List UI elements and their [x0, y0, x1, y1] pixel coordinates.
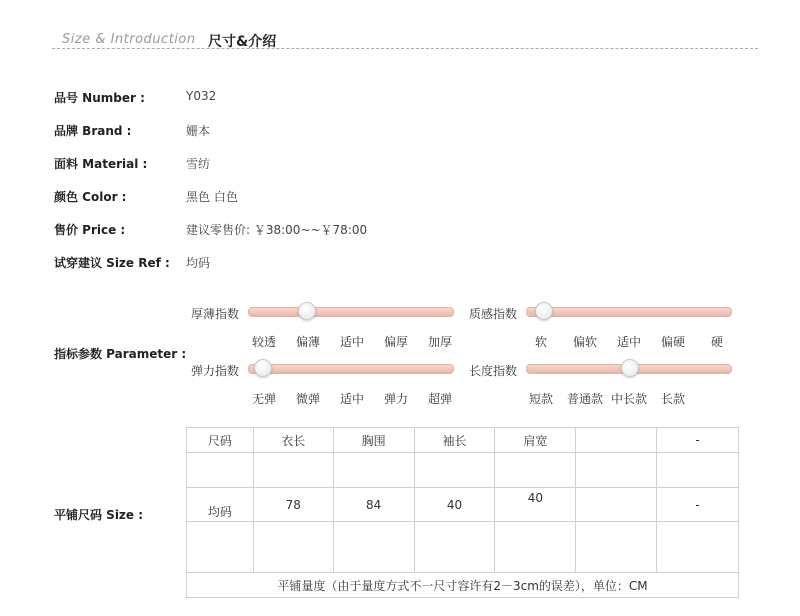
- length-index-label: 长度指数: [469, 364, 518, 378]
- number-value: Y032: [186, 89, 217, 103]
- thickness-index-label: 厚薄指数: [191, 307, 240, 321]
- value-shoulder: 40: [495, 488, 576, 522]
- brand-label: 品牌 Brand :: [54, 124, 132, 138]
- elasticity-tick: 弹力: [383, 392, 408, 406]
- length-tick: 长款: [660, 392, 685, 406]
- price-label: 售价 Price :: [54, 223, 126, 237]
- texture-tick: 偏硬: [660, 335, 685, 349]
- thickness-tick: 偏厚: [383, 335, 408, 349]
- elasticity-tick: 适中: [339, 392, 364, 406]
- size-table-data-row: [187, 488, 739, 522]
- size-table-footer-row: [187, 573, 739, 598]
- color-label: 颜色 Color :: [54, 190, 127, 204]
- elasticity-tick: 无弹: [251, 392, 276, 406]
- thickness-tick: 适中: [339, 335, 364, 349]
- thickness-tick: 加厚: [427, 335, 452, 349]
- texture-slider-track[interactable]: [526, 307, 732, 317]
- header-dashed-line: [52, 48, 758, 49]
- texture-tick: 硬: [710, 335, 723, 349]
- elasticity-slider-track[interactable]: [248, 364, 454, 374]
- texture-slider-knob[interactable]: [535, 302, 553, 320]
- elasticity-index-label: 弹力指数: [191, 364, 240, 378]
- header-length: 衣长: [253, 428, 333, 453]
- parameter-label: 指标参数 Parameter :: [54, 347, 187, 361]
- header-dash: -: [657, 428, 739, 453]
- value-empty: [576, 488, 657, 522]
- size-name-cell: 均码: [187, 488, 254, 522]
- texture-tick: 适中: [616, 335, 641, 349]
- length-tick: 普通款: [566, 392, 603, 406]
- material-value: 雪纺: [186, 157, 211, 171]
- thickness-tick: 偏薄: [295, 335, 320, 349]
- texture-tick: 偏软: [572, 335, 597, 349]
- elasticity-tick: 微弹: [295, 392, 320, 406]
- brand-value: 姗本: [186, 124, 211, 138]
- elasticity-slider-knob[interactable]: [254, 359, 272, 377]
- length-tick: 中长款: [610, 392, 647, 406]
- size-table-footer-note: 平铺量度（由于量度方式不一尺寸容许有2－3cm的误差），单位：CM: [187, 573, 739, 598]
- size-ref-label: 试穿建议 Size Ref :: [54, 256, 170, 270]
- value-sleeve: 40: [414, 488, 495, 522]
- header-size: 尺码: [187, 428, 254, 453]
- header-title-cn: 尺寸&介绍: [208, 34, 277, 50]
- size-table: [186, 427, 739, 598]
- price-value: 建议零售价: ￥38:00~~￥78:00: [186, 223, 368, 237]
- thickness-tick: 较透: [251, 335, 276, 349]
- material-label: 面料 Material :: [54, 157, 148, 171]
- elasticity-tick: 超弹: [427, 392, 452, 406]
- section-header: [52, 30, 758, 52]
- thickness-slider-knob[interactable]: [298, 302, 316, 320]
- length-tick: 短款: [528, 392, 553, 406]
- size-ref-value: 均码: [186, 256, 211, 270]
- value-length: 78: [253, 488, 333, 522]
- number-label: 品号 Number :: [54, 91, 145, 105]
- header-sleeve: 袖长: [414, 428, 495, 453]
- texture-index-label: 质感指数: [469, 307, 518, 321]
- header-shoulder: 肩宽: [495, 428, 576, 453]
- header-empty: [576, 428, 657, 453]
- length-slider-knob[interactable]: [621, 359, 639, 377]
- size-table-blank-row: [187, 522, 739, 573]
- size-table-label: 平铺尺码 Size :: [54, 508, 144, 522]
- thickness-slider-track[interactable]: [248, 307, 454, 317]
- header-bust: 胸围: [333, 428, 414, 453]
- value-bust: 84: [333, 488, 414, 522]
- size-table-blank-row: [187, 453, 739, 488]
- texture-tick: 软: [534, 335, 547, 349]
- size-table-header-row: [187, 428, 739, 453]
- color-value: 黑色 白色: [186, 190, 238, 204]
- header-title-en: Size & Introduction: [62, 32, 196, 47]
- value-dash: -: [657, 488, 739, 522]
